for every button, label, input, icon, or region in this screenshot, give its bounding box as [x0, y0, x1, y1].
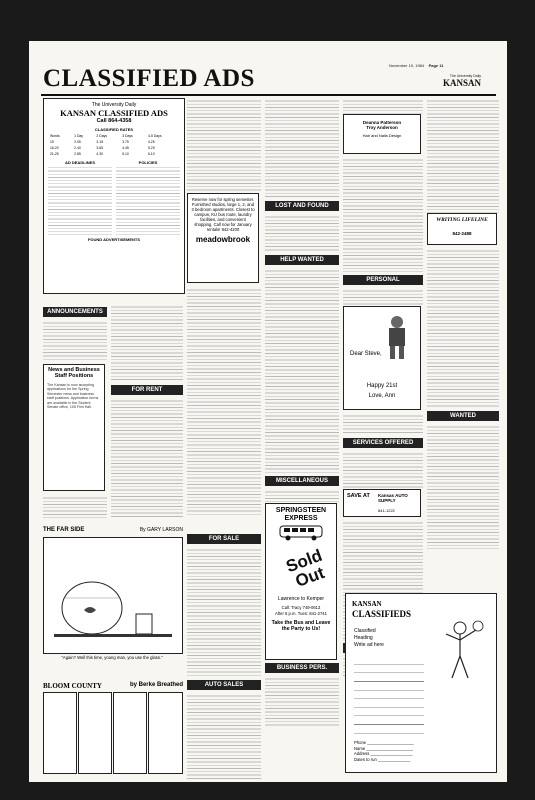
meadowbrook-text: Reserve now for spring semester. Furnished studios, large 1, 2, and 3 bedroom apartments. Closest to campus, KU bus route, laundry facilities, and convenient shopping. Call now for January rentals! 842-4200	[191, 197, 255, 232]
column-3	[187, 98, 261, 528]
column-3-text-top	[187, 98, 261, 193]
form-field-phone-label: Phone	[354, 740, 367, 745]
form-line2: Heading	[354, 635, 373, 641]
form-field-address[interactable]: Address __________________	[354, 751, 413, 756]
rate-cell: 3.75	[122, 140, 129, 144]
column-4	[265, 98, 339, 782]
policies-heading: POLICIES	[138, 160, 158, 165]
far-side-byline: By GARY LARSON	[139, 527, 183, 533]
column-4-text-top	[265, 98, 339, 198]
rate-box-title: KANSAN CLASSIFIED ADS	[60, 108, 168, 118]
rate-cell: 16-20	[50, 146, 59, 150]
dear-steve-line1: Dear Steve,	[350, 351, 382, 357]
writing-lifeline-title: WRITING LIFELINE	[436, 217, 488, 223]
fishbowl-icon	[44, 538, 182, 653]
policies-col	[116, 160, 180, 235]
rate-cell: 15	[50, 140, 54, 144]
masthead-rule	[41, 94, 496, 96]
miscellaneous-header: MISCELLANEOUS	[265, 476, 339, 486]
rate-cell: 5.10	[122, 152, 129, 156]
bus-icon	[276, 523, 326, 541]
column-5-text-top	[343, 98, 423, 114]
personal-text-2	[343, 413, 423, 435]
form-line1: Classified	[354, 628, 376, 634]
column-6-text	[427, 248, 499, 408]
dear-steve-ad	[343, 306, 421, 410]
form-field-dates[interactable]: Dates to run ______________	[354, 756, 411, 762]
policies-text	[116, 165, 180, 235]
form-field-name-label: Name	[354, 745, 366, 751]
sold-out-stamp: Sold Out	[283, 545, 327, 591]
page-title: CLASSIFIED ADS	[43, 65, 255, 92]
auto-sales-header: AUTO SALES	[187, 680, 261, 690]
brand-name: KANSAN	[443, 78, 482, 88]
form-field-dates-label: Dates to run	[354, 756, 377, 762]
bloom-panel-4	[148, 692, 183, 774]
column-3-text	[187, 287, 261, 517]
form-field-phone[interactable]: Phone ____________________	[354, 740, 414, 745]
services-offered-header: SERVICES OFFERED	[343, 438, 423, 448]
writing-lifeline-ad	[427, 213, 497, 245]
bloom-panel-3	[113, 692, 147, 774]
personal-header: PERSONAL	[343, 275, 423, 285]
rate-col: 4-5 Days	[147, 134, 162, 138]
business-pers-text	[265, 676, 339, 726]
hair-shop: Hair and Nails Design	[362, 133, 402, 138]
bloom-county-comic	[43, 682, 183, 777]
bloom-county-byline: by Berke Breathed	[129, 682, 183, 688]
rate-box-phone: Call 864-4358	[96, 118, 132, 124]
date-text: November 19, 1984	[389, 63, 425, 68]
far-side-title: THE FAR SIDE	[43, 527, 85, 533]
rate-row	[49, 151, 179, 157]
news-box-title: News and Business Staff Positions	[48, 367, 100, 379]
auto-supply-ad	[343, 489, 421, 517]
lost-found-header: LOST AND FOUND	[265, 201, 339, 211]
brand-tagline: The University Daily	[449, 74, 482, 78]
form-field-address-label: Address	[354, 751, 370, 756]
classified-page	[29, 41, 507, 782]
bloom-county-header	[43, 682, 183, 690]
form-field-name[interactable]: Name ____________________	[354, 745, 413, 751]
deadlines-col	[48, 160, 112, 235]
save-at-label: SAVE AT	[347, 493, 370, 499]
rate-cell: 2.05	[74, 140, 81, 144]
column-2	[111, 304, 183, 519]
rates-heading: CLASSIFIED RATES	[94, 127, 134, 132]
writing-lifeline-phone: 842-2488	[452, 231, 472, 236]
form-title: CLASSIFIEDS	[352, 609, 412, 619]
rate-cell: 2.40	[74, 146, 81, 150]
rate-cell: 4.25	[147, 140, 155, 144]
child-photo-icon	[382, 313, 412, 361]
far-side-comic	[43, 527, 183, 672]
bloom-county-title: BLOOM COUNTY	[43, 682, 102, 690]
rate-col: Words	[50, 134, 60, 138]
services-text	[343, 451, 423, 489]
wanted-header: WANTED	[427, 411, 499, 421]
springsteen-hours: After 5 p.m. Tues: 841-2741	[275, 610, 327, 616]
kansan-classifieds-form	[345, 593, 497, 773]
hair-nails-ad	[343, 114, 421, 154]
springsteen-title: SPRINGSTEEN EXPRESS	[275, 507, 327, 522]
personal-text	[343, 288, 423, 306]
rate-cell: 4.45	[122, 146, 129, 150]
help-wanted-header: HELP WANTED	[265, 255, 339, 265]
deadlines-text	[48, 165, 112, 235]
deadlines-heading: AD DEADLINES	[64, 160, 95, 165]
bloom-panel-1	[43, 692, 77, 774]
business-pers-header: BUSINESS PERS.	[265, 663, 339, 673]
left-column	[43, 304, 107, 519]
rate-box-body	[44, 158, 184, 237]
dear-steve-line2: Happy 21st	[366, 383, 398, 389]
rate-cell: 3.65	[96, 146, 104, 150]
for-rent-text	[111, 398, 183, 518]
announcements-text	[43, 320, 107, 360]
misc-text	[265, 489, 339, 503]
form-fields	[354, 740, 490, 762]
column-2-text	[111, 304, 183, 382]
for-sale-text	[187, 547, 261, 677]
rate-cell: 4.30	[96, 152, 104, 156]
auto-supply-brand: Kansas AUTO SUPPLY	[378, 493, 408, 503]
winner-figure-icon	[430, 616, 488, 686]
auto-sales-text	[187, 693, 261, 781]
column-6-text-top	[427, 98, 499, 213]
column-5-text	[343, 157, 423, 272]
form-brand: KANSAN	[352, 600, 382, 608]
rate-cell: 5.25	[147, 146, 155, 150]
rate-table	[49, 133, 179, 157]
hair-name2: Troy Anderson	[366, 125, 398, 130]
wanted-text	[427, 424, 499, 549]
form-line3: Write ad here	[354, 642, 384, 648]
far-side-caption: "Again? Well this time, young man, you use the glass."	[61, 655, 163, 660]
springsteen-call: Call: Tracy 749-0613	[281, 605, 321, 610]
kansan-brand	[443, 74, 481, 88]
announcements-header: ANNOUNCEMENTS	[43, 307, 107, 317]
page-number: Page 11	[428, 63, 444, 68]
help-wanted-text	[265, 268, 339, 473]
rate-col: 1 Day	[74, 134, 83, 138]
found-heading: FOUND ADVERTISEMENTS	[87, 237, 141, 242]
hair-name: Deanna Patterson	[362, 120, 402, 125]
springsteen-tagline: Take the Bus and Leave the Party to Us!	[271, 620, 331, 632]
for-sale-header: FOR SALE	[187, 534, 261, 544]
for-rent-header: FOR RENT	[111, 385, 183, 395]
far-side-panel	[43, 537, 183, 654]
form-write-lines[interactable]	[354, 656, 424, 736]
left-column-text	[43, 495, 107, 519]
rate-cell: 2.85	[74, 152, 81, 156]
news-box-body: The Kansan is now accepting applications for the Spring Semester news and business staff positions. Application forms are available in the Student Senate office, 105 Flint Hall.	[47, 383, 99, 410]
rate-cell: 3.15	[96, 140, 104, 144]
bloom-panel-2	[78, 692, 112, 774]
meadowbrook-ad	[187, 193, 259, 283]
far-side-header	[43, 527, 183, 533]
rate-col: 3 Days	[122, 134, 133, 138]
auto-supply-phone: 841-1222	[378, 508, 395, 513]
column-3-lower	[187, 531, 261, 781]
lost-found-text	[265, 214, 339, 252]
sold-out-area	[266, 546, 336, 596]
rate-col: 2 Days	[96, 134, 107, 138]
rate-cell: 21-25	[50, 152, 59, 156]
rate-cell: 6.10	[147, 152, 155, 156]
rate-box	[43, 98, 185, 294]
rate-box-line1: The University Daily	[91, 102, 137, 108]
news-staff-box	[43, 364, 105, 491]
date-line	[389, 63, 444, 68]
springsteen-route: Lawrence to Kemper	[277, 596, 325, 602]
springsteen-ad	[265, 503, 337, 660]
meadowbrook-logo: meadowbrook	[195, 235, 251, 244]
dear-steve-line3: Love, Ann	[368, 393, 396, 399]
